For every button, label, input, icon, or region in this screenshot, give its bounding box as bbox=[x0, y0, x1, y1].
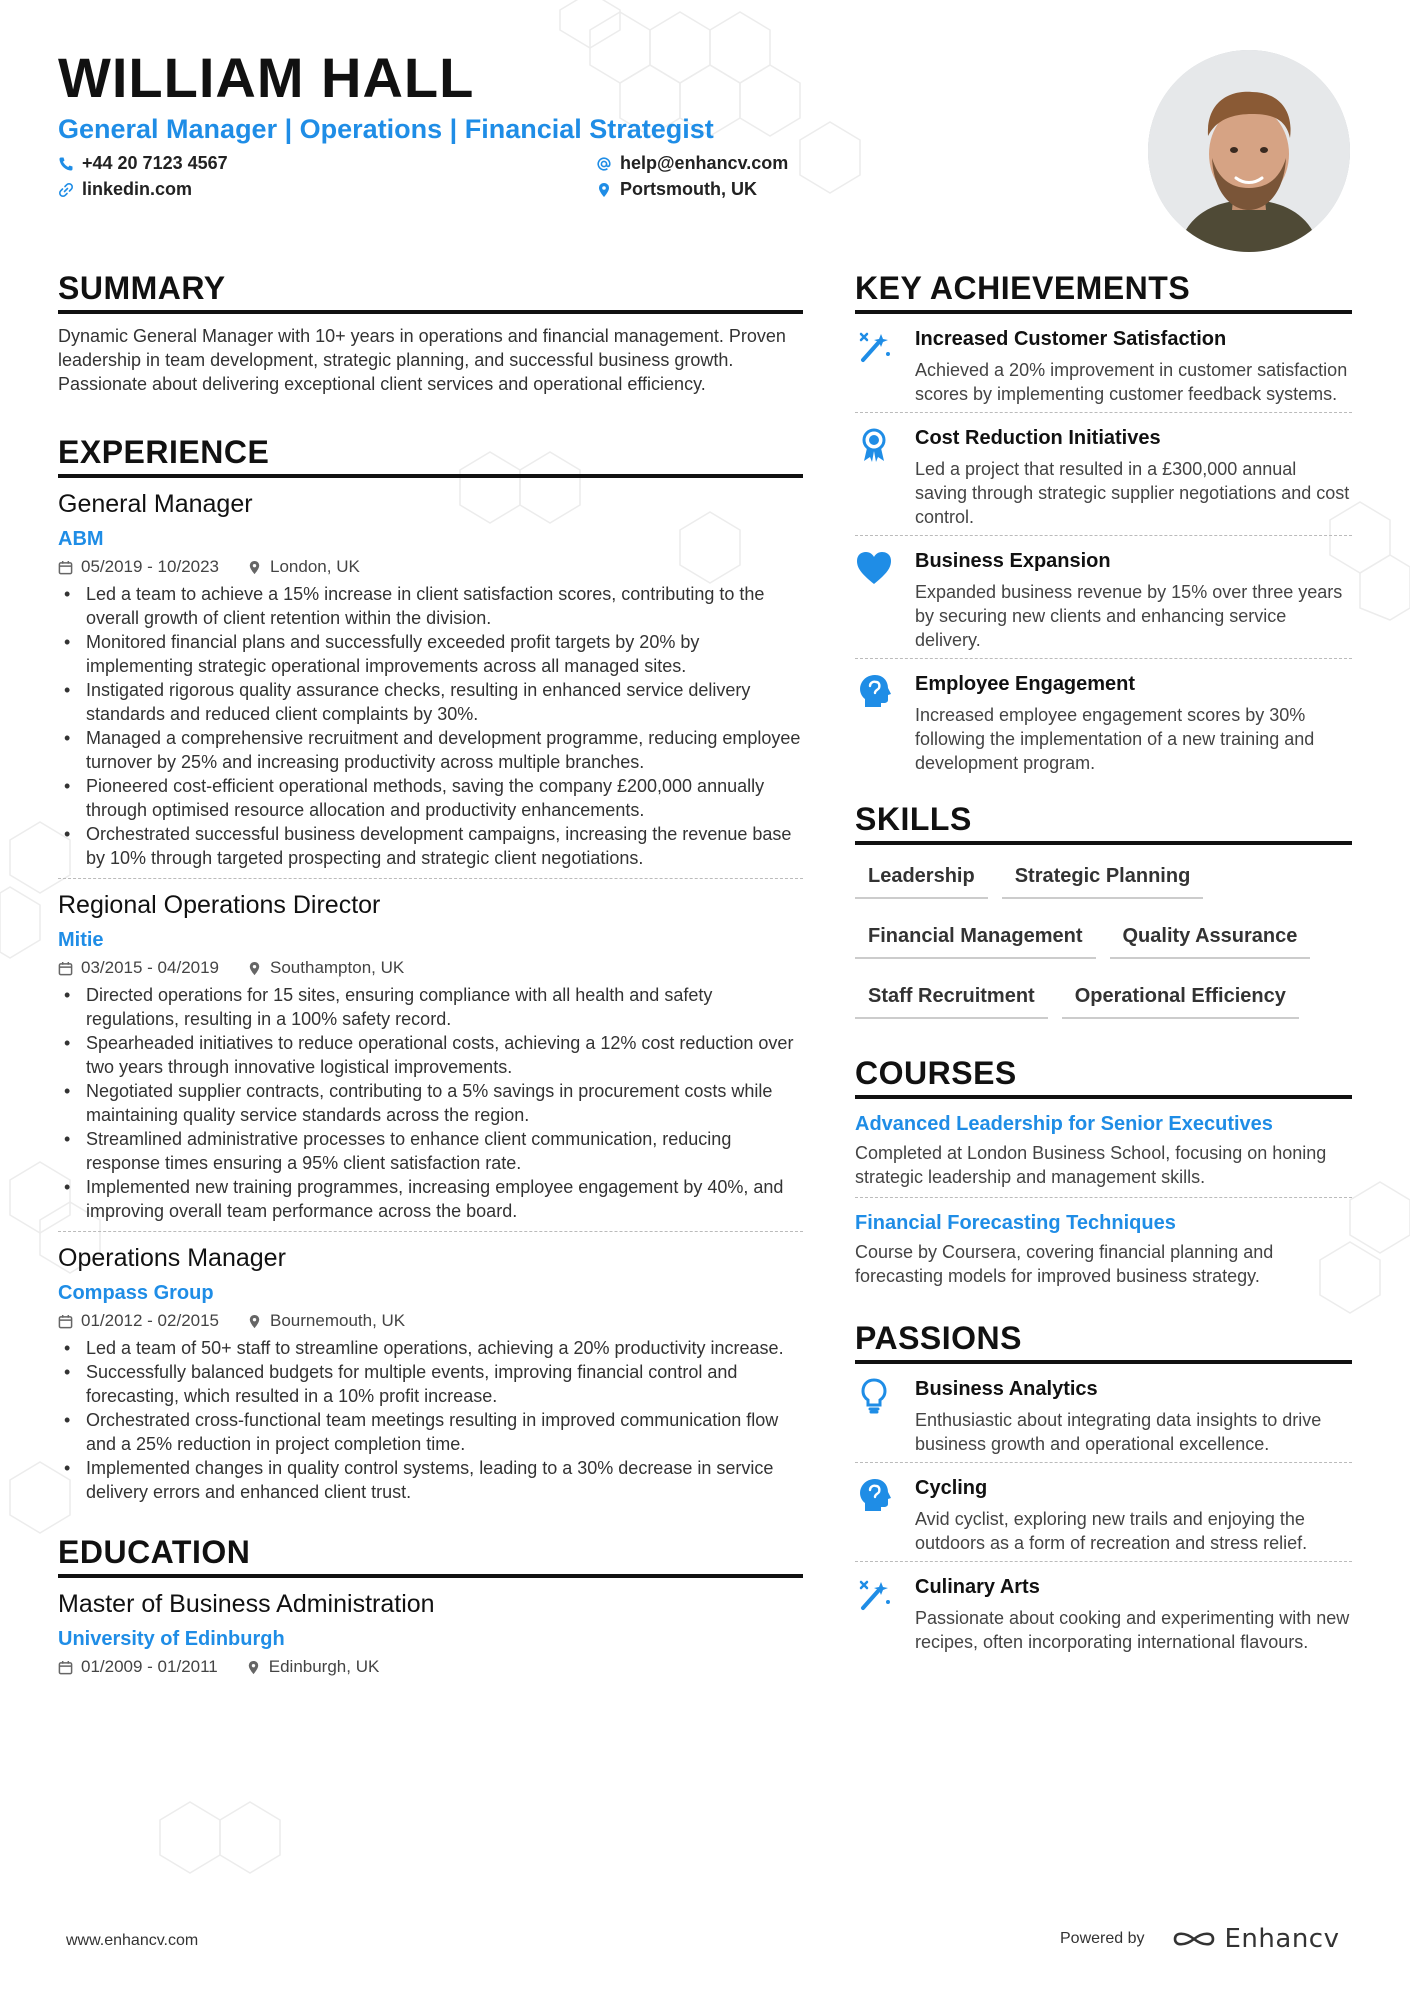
resume-header bbox=[58, 46, 1138, 209]
job-bullets bbox=[58, 983, 803, 1223]
left-column bbox=[58, 270, 803, 1686]
head-profile-icon bbox=[855, 1477, 893, 1513]
summary-heading: SUMMARY bbox=[58, 270, 803, 314]
job-bullet: • Managed a comprehensive recruitment and development programme, reducing employee turnover by 25% and increasing productivity across multiple branches. bbox=[58, 726, 803, 774]
achievements-section bbox=[855, 270, 1352, 781]
job-bullet: • Orchestrated cross-functional team meetings resulting in improved communication flow and a 25% reduction in project completion time. bbox=[58, 1408, 803, 1456]
location-contact bbox=[596, 179, 757, 200]
location-pin-icon bbox=[246, 1660, 261, 1675]
magic-wand-icon bbox=[855, 1576, 893, 1612]
job-bullet: • Successfully balanced budgets for multiple events, improving financial control and forecasting, which resulted in a 10% profit increase. bbox=[58, 1360, 803, 1408]
calendar-icon bbox=[58, 1660, 73, 1675]
email-contact[interactable] bbox=[596, 153, 788, 174]
calendar-icon bbox=[58, 1314, 73, 1329]
passion-desc: Enthusiastic about integrating data insights to drive business growth and operational excellence. bbox=[915, 1410, 1322, 1454]
experience-heading: EXPERIENCE bbox=[58, 434, 803, 478]
passion-item bbox=[855, 1463, 1352, 1562]
passion-desc: Avid cyclist, exploring new trails and enjoying the outdoors as a form of recreation and stress relief. bbox=[915, 1509, 1308, 1553]
course-desc: Completed at London Business School, focusing on honing strategic leadership and management skills. bbox=[855, 1141, 1352, 1198]
education-dates: 01/2009 - 01/2011 bbox=[81, 1657, 218, 1676]
skill-tag: Operational Efficiency bbox=[1062, 975, 1299, 1019]
education-location bbox=[246, 1656, 380, 1678]
location-pin-icon bbox=[247, 961, 262, 976]
head-profile-icon bbox=[855, 673, 893, 709]
right-column bbox=[855, 270, 1352, 1660]
location-pin-icon bbox=[247, 1314, 262, 1329]
profile-photo-illustration bbox=[1148, 50, 1350, 252]
passion-desc: Passionate about cooking and experimenting with new recipes, often incorporating international flavours. bbox=[915, 1608, 1350, 1652]
job-entry bbox=[58, 889, 803, 1232]
skill-tag: Staff Recruitment bbox=[855, 975, 1048, 1019]
achievement-title: Employee Engagement bbox=[915, 673, 1136, 695]
job-bullets bbox=[58, 582, 803, 870]
passions-heading: PASSIONS bbox=[855, 1320, 1352, 1364]
job-bullet: • Orchestrated successful business development campaigns, increasing the revenue base by 10% through targeted prospecting and strategic client negotiations. bbox=[58, 822, 803, 870]
skills-list bbox=[855, 855, 1352, 1035]
enhancv-brand-name: Enhancv bbox=[1224, 1924, 1340, 1954]
contact-info bbox=[58, 153, 1138, 209]
job-entry bbox=[58, 1242, 803, 1512]
job-dates: 03/2015 - 04/2019 bbox=[81, 958, 220, 977]
job-bullet: • Implemented changes in quality control systems, leading to a 30% decrease in service delivery errors and enhanced client trust. bbox=[58, 1456, 803, 1504]
passion-item bbox=[855, 1364, 1352, 1463]
job-title: General Manager bbox=[58, 490, 253, 518]
at-sign-icon bbox=[596, 156, 612, 172]
education-location-text: Edinburgh, UK bbox=[268, 1657, 380, 1676]
company-name: ABM bbox=[58, 528, 104, 550]
calendar-icon bbox=[58, 961, 73, 976]
job-location bbox=[247, 1310, 405, 1332]
linkedin-contact[interactable] bbox=[58, 179, 192, 200]
courses-heading: COURSES bbox=[855, 1055, 1352, 1099]
skill-tag: Financial Management bbox=[855, 915, 1096, 959]
phone-icon bbox=[58, 156, 74, 172]
skills-section bbox=[855, 801, 1352, 1035]
linkedin-url: linkedin.com bbox=[82, 179, 193, 199]
job-location-text: Southampton, UK bbox=[270, 958, 405, 977]
job-title: Operations Manager bbox=[58, 1244, 286, 1272]
job-title: Regional Operations Director bbox=[58, 891, 381, 919]
job-bullets bbox=[58, 1336, 803, 1504]
achievement-desc: Increased employee engagement scores by 30% following the implementation of a new training and development program. bbox=[915, 705, 1315, 773]
enhancv-logo-icon bbox=[1171, 1926, 1217, 1952]
footer-branding bbox=[1060, 1924, 1339, 1954]
achievement-desc: Led a project that resulted in a £300,000 annual saving through strategic supplier negotiations and cost control. bbox=[915, 459, 1350, 527]
lightbulb-icon bbox=[855, 1378, 893, 1414]
passion-title: Business Analytics bbox=[915, 1378, 1098, 1400]
achievement-title: Business Expansion bbox=[915, 550, 1111, 572]
skill-tag: Quality Assurance bbox=[1110, 915, 1311, 959]
location-pin-icon bbox=[596, 182, 612, 198]
footer-website[interactable]: www.enhancv.com bbox=[66, 1932, 199, 1949]
school-name: University of Edinburgh bbox=[58, 1628, 285, 1650]
education-entry bbox=[58, 1588, 803, 1686]
achievement-item bbox=[855, 536, 1352, 659]
experience-section bbox=[58, 434, 803, 1512]
course-title: Financial Forecasting Techniques bbox=[855, 1212, 1176, 1234]
job-bullet: • Streamlined administrative processes to enhance client communication, reducing response times ensuring a 95% client satisfaction rate. bbox=[58, 1127, 803, 1175]
education-meta bbox=[58, 1656, 803, 1678]
job-bullet: • Directed operations for 15 sites, ensuring compliance with all health and safety regulations, resulting in a 100% safety record. bbox=[58, 983, 803, 1031]
course-title: Advanced Leadership for Senior Executives bbox=[855, 1113, 1273, 1135]
degree-title: Master of Business Administration bbox=[58, 1590, 435, 1618]
job-meta bbox=[58, 1310, 803, 1332]
powered-by-label: Powered by bbox=[1060, 1930, 1145, 1947]
passions-section bbox=[855, 1320, 1352, 1660]
skill-tag: Leadership bbox=[855, 855, 988, 899]
job-bullet: • Monitored financial plans and successfully exceeded profit targets by 20% by implementing strategic operational improvements across all managed sites. bbox=[58, 630, 803, 678]
passion-title: Cycling bbox=[915, 1477, 988, 1499]
calendar-icon bbox=[58, 560, 73, 575]
candidate-name: WILLIAM HALL bbox=[58, 46, 475, 109]
phone-contact[interactable] bbox=[58, 153, 228, 174]
email-address: help@enhancv.com bbox=[620, 153, 789, 173]
job-bullet: • Implemented new training programmes, increasing employee engagement by 40%, and improving overall team performance across the board. bbox=[58, 1175, 803, 1223]
job-dates: 05/2019 - 10/2023 bbox=[81, 557, 220, 576]
achievement-desc: Achieved a 20% improvement in customer satisfaction scores by implementing customer feedback systems. bbox=[915, 360, 1348, 404]
achievement-item bbox=[855, 659, 1352, 781]
achievement-title: Increased Customer Satisfaction bbox=[915, 328, 1227, 350]
achievement-item bbox=[855, 314, 1352, 413]
skills-heading: SKILLS bbox=[855, 801, 1352, 845]
job-meta bbox=[58, 957, 803, 979]
achievement-item bbox=[855, 413, 1352, 536]
link-icon bbox=[58, 182, 74, 198]
passion-item bbox=[855, 1562, 1352, 1660]
passion-title: Culinary Arts bbox=[915, 1576, 1040, 1598]
job-location bbox=[247, 556, 360, 578]
job-dates: 01/2012 - 02/2015 bbox=[81, 1311, 220, 1330]
job-bullet: • Spearheaded initiatives to reduce operational costs, achieving a 12% cost reduction over two years through innovative logistical improvements. bbox=[58, 1031, 803, 1079]
location-text: Portsmouth, UK bbox=[620, 179, 757, 199]
magic-wand-icon bbox=[855, 328, 893, 364]
job-location bbox=[247, 957, 404, 979]
award-ribbon-icon bbox=[855, 427, 893, 463]
job-meta bbox=[58, 556, 803, 578]
candidate-subtitle: General Manager | Operations | Financial Strategist bbox=[58, 114, 714, 144]
profile-photo bbox=[1148, 50, 1350, 252]
company-name: Compass Group bbox=[58, 1282, 214, 1304]
skill-tag: Strategic Planning bbox=[1002, 855, 1204, 899]
phone-number: +44 20 7123 4567 bbox=[82, 153, 228, 173]
job-location-text: London, UK bbox=[270, 557, 360, 576]
job-bullet: • Led a team to achieve a 15% increase in client satisfaction scores, contributing to the overall growth of client retention within the division. bbox=[58, 582, 803, 630]
job-bullet: • Instigated rigorous quality assurance checks, resulting in enhanced service delivery standards and reduced client complaints by 30%. bbox=[58, 678, 803, 726]
education-heading: EDUCATION bbox=[58, 1534, 803, 1578]
heart-icon bbox=[855, 550, 893, 586]
job-entry bbox=[58, 488, 803, 879]
education-section bbox=[58, 1534, 803, 1686]
location-pin-icon bbox=[247, 560, 262, 575]
job-bullet: • Led a team of 50+ staff to streamline operations, achieving a 20% productivity increase. bbox=[58, 1336, 803, 1360]
summary-text: Dynamic General Manager with 10+ years in operations and financial management. Proven leadership in team development, strategic planning, and successful business growth. Passionate about delivering exceptional client services and operational efficiency. bbox=[58, 326, 786, 394]
course-desc: Course by Coursera, covering financial planning and forecasting models for improved business strategy. bbox=[855, 1242, 1274, 1286]
achievements-heading: KEY ACHIEVEMENTS bbox=[855, 270, 1352, 314]
job-location-text: Bournemouth, UK bbox=[270, 1311, 406, 1330]
job-bullet: • Negotiated supplier contracts, contributing to a 5% savings in procurement costs while maintaining quality service standards across the region. bbox=[58, 1079, 803, 1127]
summary-section bbox=[58, 270, 803, 396]
job-bullet: • Pioneered cost-efficient operational methods, saving the company £200,000 annually through optimised resource allocation and productivity enhancements. bbox=[58, 774, 803, 822]
achievement-title: Cost Reduction Initiatives bbox=[915, 427, 1161, 449]
company-name: Mitie bbox=[58, 929, 104, 951]
courses-section bbox=[855, 1055, 1352, 1296]
achievement-desc: Expanded business revenue by 15% over three years by securing new clients and enhancing service delivery. bbox=[915, 582, 1343, 650]
